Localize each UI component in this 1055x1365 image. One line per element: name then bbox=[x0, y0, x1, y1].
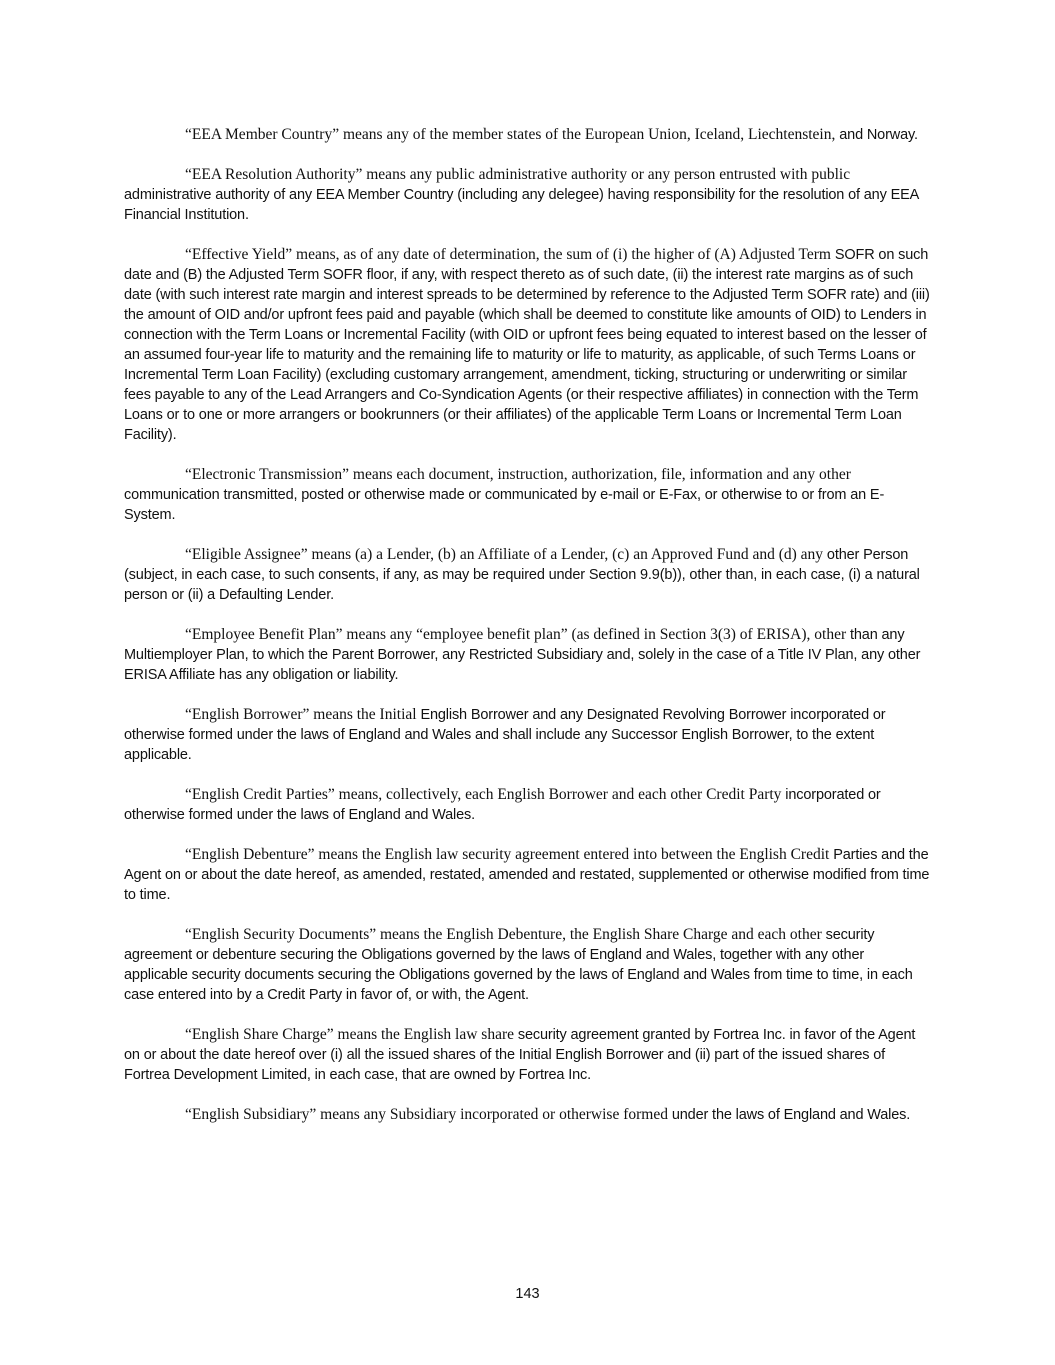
definition-lead: “English Borrower” means the Initial bbox=[185, 706, 417, 723]
definition-english-share-charge bbox=[124, 1025, 930, 1085]
definition-text: other Person (subject, in each case, to such consents, if any, as may be required under Section 9.9(b)), other than, in each case, (i) a natural person or (ii) a Defaulting Lender. bbox=[124, 547, 920, 603]
definition-text: under the laws of England and Wales. bbox=[667, 1107, 911, 1123]
definition-text: security agreement or debenture securing the Obligations governed by the laws of England and Wales, together with any other applicable security documents securing the Obligations governed by the laws of England and Wales from time to time, in each case entered into by a Credit Party in favor of, or with, the Agent. bbox=[124, 927, 913, 1003]
definition-lead: “English Debenture” means the English law security agreement entered into between the English Credit bbox=[185, 846, 830, 863]
definition-text: security agreement granted by Fortrea Inc. in favor of the Agent on or about the date hereof over (i) all the issued shares of the Initial English Borrower and (ii) part of the issued shares of Fortrea Development Limited, in each case, that are owned by Fortrea Inc. bbox=[124, 1027, 916, 1083]
definition-lead: “English Share Charge” means the English law share bbox=[185, 1026, 514, 1043]
definition-eligible-assignee bbox=[124, 545, 930, 605]
definition-english-credit-parties bbox=[124, 785, 930, 825]
definition-english-subsidiary bbox=[124, 1105, 930, 1125]
definition-text: Parties and the Agent on or about the date hereof, as amended, restated, amended and restated, supplemented or otherwise modified from time to time. bbox=[124, 847, 930, 903]
definition-effective-yield bbox=[124, 245, 930, 445]
definition-employee-benefit-plan bbox=[124, 625, 930, 685]
definition-text: than any Multiemployer Plan, to which the Parent Borrower, any Restricted Subsidiary and, solely in the case of a Title IV Plan, any other ERISA Affiliate has any obligation or liability. bbox=[124, 627, 921, 683]
definition-electronic-transmission bbox=[124, 465, 930, 525]
definition-text: administrative authority of any EEA Member Country (including any delegee) having responsibility for the resolution of any EEA Financial Institution. bbox=[124, 187, 919, 223]
definition-text: and Norway. bbox=[835, 127, 918, 143]
definition-lead: “EEA Resolution Authority” means any public administrative authority or any person entrusted with public bbox=[185, 166, 851, 183]
definition-eea-member-country bbox=[124, 125, 930, 145]
definition-lead: “English Security Documents” means the English Debenture, the English Share Charge and each other bbox=[185, 926, 822, 943]
definition-lead: “Employee Benefit Plan” means any “employee benefit plan” (as defined in Section 3(3) of ERISA), other bbox=[185, 626, 847, 643]
document-body bbox=[124, 125, 930, 1145]
definition-text: communication transmitted, posted or otherwise made or communicated by e-mail or E-Fax, or otherwise to or from an E-System. bbox=[124, 487, 885, 523]
definition-english-borrower bbox=[124, 705, 930, 765]
definition-english-debenture bbox=[124, 845, 930, 905]
definition-lead: “Effective Yield” means, as of any date of determination, the sum of (i) the higher of (A) Adjusted Term bbox=[185, 246, 831, 263]
definition-lead: “EEA Member Country” means any of the member states of the European Union, Iceland, Liechtenstein, bbox=[185, 126, 836, 143]
definition-text: incorporated or otherwise formed under the laws of England and Wales. bbox=[124, 787, 881, 823]
definition-lead: “English Subsidiary” means any Subsidiary incorporated or otherwise formed bbox=[185, 1106, 668, 1123]
definition-text: English Borrower and any Designated Revolving Borrower incorporated or otherwise formed under the laws of England and Wales and shall include any Successor English Borrower, to the extent applicable. bbox=[124, 707, 886, 763]
definition-lead: “Eligible Assignee” means (a) a Lender, (b) an Affiliate of a Lender, (c) an Approved Fund and (d) any bbox=[185, 546, 824, 563]
definition-text: SOFR on such date and (B) the Adjusted Term SOFR floor, if any, with respect thereto as of such date, (ii) the interest rate margins as of such date (with such interest rate margin and interest spreads to be determined by reference to the Adjusted Term SOFR rate) and (iii) the amount of OID and/or upfront fees paid and payable (which shall be deemed to constitute like amounts of OID) to Lenders in connection with the Term Loans or Incremental Facility (with OID or upfront fees being equated to interest based on the lesser of an assumed four-year life to maturity and the remaining life to maturity or life to maturity, as applicable, of such Terms Loans or Incremental Term Loan Facility) (excluding customary arrangement, amendment, ticking, structuring or underwriting or similar fees payable to any of the Lead Arrangers and Co-Syndication Agents (or their respective affiliates) in connection with the Term Loans or to one or more arrangers or bookrunners (or their affiliates) of the applicable Term Loans or Incremental Term Loan Facility). bbox=[124, 247, 930, 443]
definition-lead: “English Credit Parties” means, collectively, each English Borrower and each other Credit Party bbox=[185, 786, 782, 803]
page-number: 143 bbox=[515, 1286, 540, 1302]
definition-eea-resolution-authority bbox=[124, 165, 930, 225]
definition-english-security-documents bbox=[124, 925, 930, 1005]
definition-lead: “Electronic Transmission” means each document, instruction, authorization, file, information and any other bbox=[185, 466, 851, 483]
